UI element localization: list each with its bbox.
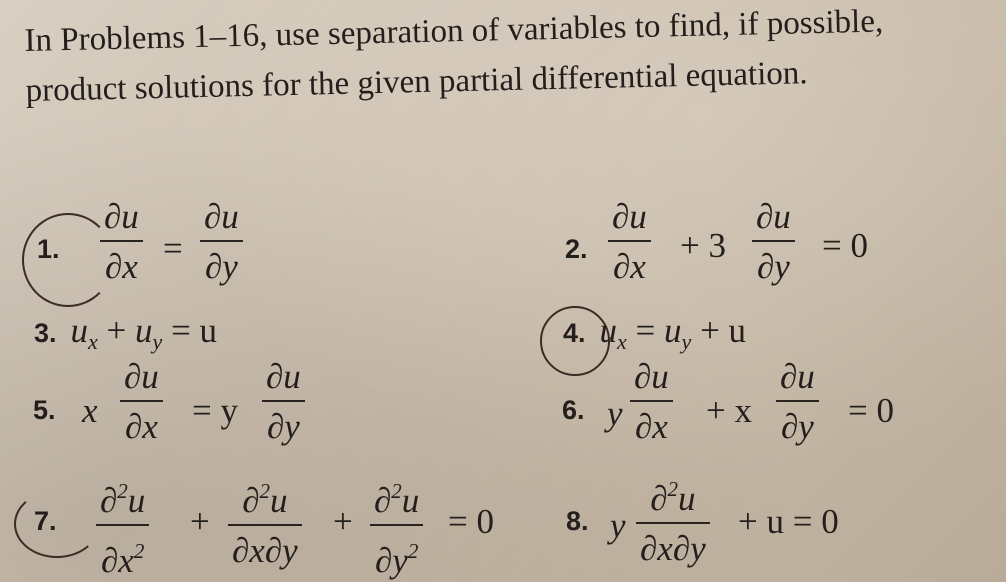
right-hand-side: = u [171, 311, 218, 350]
plus-sign: + [333, 502, 353, 541]
equals-coefficient: = y [192, 391, 238, 430]
problem-instructions: In Problems 1–16, use separation of variables to find, if possible, product solutions for the given partial differential equation. [24, 3, 884, 109]
fraction: ∂u ∂x [608, 198, 651, 286]
plus-sign: + [190, 502, 210, 541]
fraction: ∂$^2$u ∂x∂y [228, 472, 302, 570]
right-hand-side: = 0 [448, 502, 494, 541]
equals-sign: = [163, 229, 183, 268]
right-hand-side: = 0 [848, 391, 894, 430]
problem-number: 4. [563, 318, 586, 348]
problem-number: 5. [33, 395, 56, 425]
fraction: ∂$^2$u $\partial x^2$ [96, 472, 149, 580]
plus-coefficient: + 3 [680, 226, 726, 265]
coefficient: x [82, 391, 98, 430]
problem-number: 8. [566, 506, 589, 536]
problem-number: 2. [565, 234, 588, 264]
problem-4: 4. $u_x = u_y + u$ [563, 311, 747, 354]
fraction: ∂u ∂x [100, 198, 143, 286]
problem-number: 1. [37, 234, 60, 264]
fraction: ∂u ∂y [262, 358, 305, 446]
hand-drawn-circle [14, 490, 100, 558]
fraction: ∂$^2$u ∂x∂y [636, 470, 710, 568]
fraction: ∂u ∂x [120, 358, 163, 446]
coefficient: y [610, 506, 626, 545]
right-hand-side: = 0 [822, 226, 868, 265]
coefficient: y [607, 394, 623, 433]
problem-number: 7. [34, 506, 57, 536]
problem-number: 3. [34, 318, 57, 348]
fraction: ∂u ∂y [752, 198, 795, 286]
fraction: ∂$^2$u $\partial y^2$ [370, 472, 423, 580]
right-hand-side: + u [700, 311, 747, 350]
problem-number: 6. [562, 395, 585, 425]
plus-coefficient: + x [706, 391, 752, 430]
fraction: ∂u ∂y [200, 198, 243, 286]
fraction: ∂u ∂y [776, 358, 819, 446]
right-hand-side: + u = 0 [738, 502, 839, 541]
problem-3: 3. $u_x + u_y = u$ [34, 311, 218, 354]
fraction: ∂u ∂x [630, 358, 673, 446]
